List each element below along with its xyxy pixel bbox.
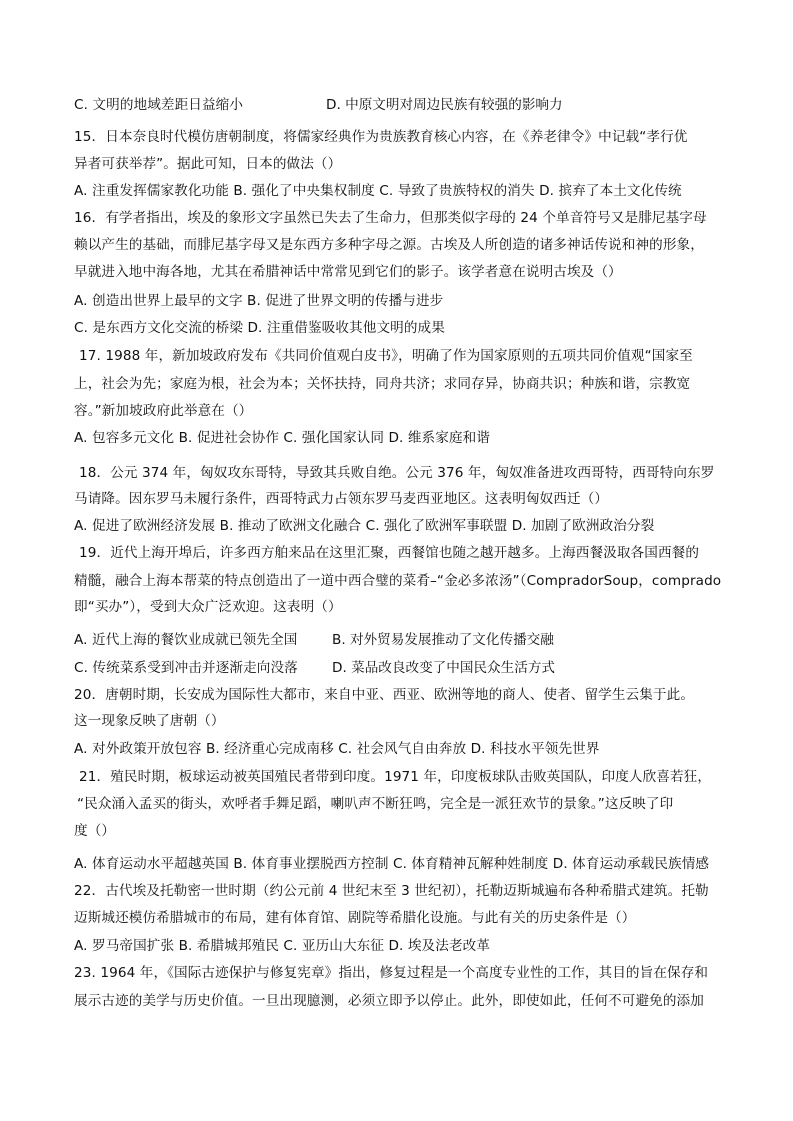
q19-stem-line2: 精髓，融合上海本帮菜的特点创造出了一道中西合璧的菜肴–“金必多浓汤”（CompradorSoup，comprado (74, 573, 722, 589)
q20-options: A. 对外政策开放包容 B. 经济重心完成南移 C. 社会风气自由奔放 D. 科技水平领先世界 (74, 741, 600, 757)
q22-stem-line1: 22．古代埃及托勒密一世时期（约公元前 4 世纪末至 3 世纪初），托勒迈斯城遍布各种希腊式建筑。托勒 (74, 883, 709, 899)
q15-stem-line2: 异者可获举荐”。据此可知，日本的做法（） (74, 156, 342, 172)
q17-stem-line1: 17. 1988 年，新加坡政府发布《共同价值观白皮书》，明确了作为国家原则的五项共同价值观“国家至 (79, 348, 693, 364)
q20-stem-line1: 20．唐朝时期，长安成为国际性大都市，来自中亚、西亚、欧洲等地的商人、使者、留学生云集于此。 (74, 687, 695, 703)
q19-option-c: C. 传统菜系受到冲击并逐渐走向没落 (74, 660, 298, 676)
q15-stem-line1: 15．日本奈良时代模仿唐朝制度，将儒家经典作为贵族教育核心内容，在《养老律令》中记载“孝行优 (74, 129, 688, 145)
q18-stem-line2: 马请降。因东罗马未履行条件，西哥特武力占领东罗马麦西亚地区。这表明匈奴西迁（） (74, 491, 609, 507)
q19-option-a: A. 近代上海的餐饮业成就已领先全国 (74, 632, 298, 648)
q21-stem-line1: 21．殖民时期，板球运动被英国殖民者带到印度。1971 年，印度板球队击败英国队，印度人欣喜若狂， (79, 769, 712, 785)
q19-stem-line1: 19．近代上海开埠后，许多西方舶来品在这里汇聚，西餐馆也随之越开越多。上海西餐汲取各国西餐的 (79, 545, 700, 561)
q22-options: A. 罗马帝国扩张 B. 希腊城邦殖民 C. 亚历山大东征 D. 埃及法老改革 (74, 938, 491, 954)
q16-stem-line2: 赖以产生的基础，而腓尼基字母又是东西方多种字母之源。古埃及人所创造的诸多神话传说和神的形象， (74, 237, 704, 253)
q19-option-d: D. 菜品改良改变了中国民众生活方式 (332, 660, 556, 676)
q18-stem-line1: 18．公元 374 年，匈奴攻东哥特，导致其兵败自绝。公元 376 年，匈奴准备进攻西哥特，西哥特向东罗 (79, 465, 715, 481)
q22-stem-line2: 迈斯城还模仿希腊城市的布局，建有体育馆、剧院等希腊化设施。与此有关的历史条件是（） (74, 910, 636, 926)
q19-option-b: B. 对外贸易发展推动了文化传播交融 (332, 632, 554, 648)
q16-options-ab: A. 创造出世界上最早的文字 B. 促进了世界文明的传播与进步 (74, 293, 444, 309)
q23-stem-line1: 23. 1964 年，《国际古迹保护与修复宪章》指出，修复过程是一个高度专业性的工作，其目的旨在保存和 (74, 965, 709, 981)
q17-stem-line2: 上，社会为先；家庭为根，社会为本；关怀扶持，同舟共济；求同存异，协商共识；种族和谐，宗教宽 (74, 376, 691, 392)
q14-option-d: D. 中原文明对周边民族有较强的影响力 (326, 97, 563, 113)
q21-stem-line2: “民众涌入孟买的街头，欢呼者手舞足蹈，喇叭声不断狂鸣，完全是一派狂欢节的景象。”这反映了印 (77, 796, 674, 812)
q19-stem-line3: 即“买办”），受到大众广泛欢迎。这表明（） (74, 599, 342, 615)
q17-stem-line3: 容。”新加坡政府此举意在（） (74, 403, 253, 419)
q18-options: A. 促进了欧洲经济发展 B. 推动了欧洲文化融合 C. 强化了欧洲军事联盟 D. 加剧了欧洲政治分裂 (74, 518, 655, 534)
q14-option-c: C. 文明的地域差距日益缩小 (74, 97, 244, 113)
q16-stem-line3: 早就进入地中海各地，尤其在希腊神话中常常见到它们的影子。该学者意在说明古埃及（） (74, 264, 622, 280)
q20-stem-line2: 这一现象反映了唐朝（） (74, 713, 225, 729)
q23-stem-line2: 展示古迹的美学与历史价值。一旦出现臆测，必须立即予以停止。此外，即使如此，任何不可避免的添加 (74, 993, 704, 1009)
q16-stem-line1: 16．有学者指出，埃及的象形文字虽然已失去了生命力，但那类似字母的 24 个单音符号又是腓尼基字母 (74, 210, 707, 226)
q17-options: A. 包容多元文化 B. 促进社会协作 C. 强化国家认同 D. 维系家庭和谐 (74, 430, 491, 446)
q16-options-cd: C. 是东西方文化交流的桥梁 D. 注重借鉴吸收其他文明的成果 (74, 320, 445, 336)
q21-stem-line3: 度（） (74, 823, 116, 839)
q21-options: A. 体育运动水平超越英国 B. 体育事业摆脱西方控制 C. 体育精神瓦解种姓制度 D. 体育运动承载民族情感 (74, 856, 710, 872)
q15-options: A. 注重发挥儒家教化功能 B. 强化了中央集权制度 C. 导致了贵族特权的消失 D. 摈弃了本土文化传统 (74, 183, 682, 199)
